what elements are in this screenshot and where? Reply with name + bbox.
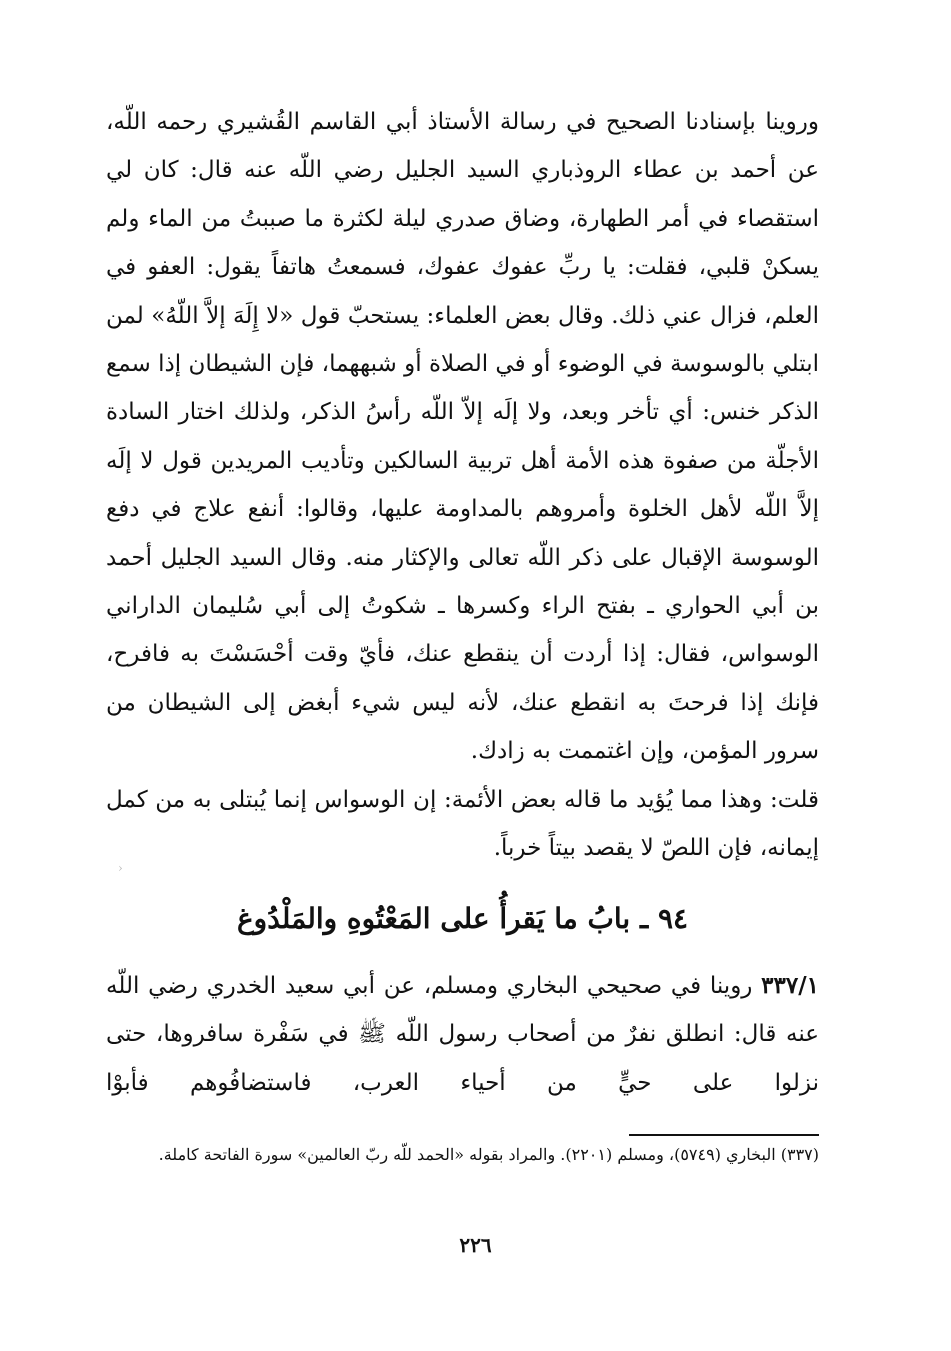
page-number: ٢٢٦ (459, 1233, 492, 1257)
footnote: (٣٣٧) البخاري (٥٧٤٩)، ومسلم (٢٢٠١). والمراد بقوله «الحمد للّه ربّ العالمين» سورة الفاتحة كاملة. (158, 1145, 819, 1164)
body-text (106, 98, 819, 873)
stray-mark: › (118, 861, 123, 875)
hadith-text: روينا في صحيحي البخاري ومسلم، عن أبي سعيد الخدري رضي اللّه عنه قال: انطلق نفرٌ من أصحاب رسول اللّه ﷺ في سَفْرة سافروها، حتى نزلوا على حيٍّ من أحياء العرب، فاستضافُوهم فأبوْا (106, 973, 819, 1096)
hadith-paragraph (106, 962, 819, 1107)
paragraph-qushayri: وروينا بإسنادنا الصحيح في رسالة الأستاذ أبي القاسم القُشيري رحمه اللّه، عن أحمد بن عطاء الروذباري السيد الجليل رضي اللّه عنه قال: كان لي استقصاء في أمر الطهارة، وضاق صدري ليلة لكثرة ما صببتُ من الماء ولم يسكنْ قلبي، فقلت: يا ربِّ عفوك عفوك، فسمعتُ هاتفاً يقول: العفو في العلم، فزال عني ذلك. وقال بعض العلماء: يستحبّ قول «لا إِلَهَ إلاَّ اللّهُ» لمن ابتلي بالوسوسة في الوضوء أو في الصلاة أو شبههما، فإن الشيطان إذا سمع الذكر خنس: أي تأخر وبعد، ولا إلَه إلاّ اللّه رأسُ الذكر، ولذلك اختار السادة الأجلّة من صفوة هذه الأمة أهل تربية السالكين وتأديب المريدين قول لا إلَه إلاَّ اللّه لأهل الخلوة وأمروهم بالمداومة عليها، وقالوا: أنفع علاج في دفع الوسوسة الإقبال على ذكر اللّه تعالى والإكثار منه. وقال السيد الجليل أحمد بن أبي الحواري ـ بفتح الراء وكسرها ـ شكوتُ إلى أبي سُليمان الداراني الوسواس، فقال: إذا أردت أن ينقطع عنك، فأيّ وقت أحْسَسْتَ به فافرح، فإنك إذا فرحتَ به انقطع عنك، لأنه ليس شيء أبغض إلى الشيطان من سرور المؤمن، وإن اغتممت به زادك. (106, 109, 819, 765)
chapter-heading: ٩٤ ـ بابُ ما يَقرأُ على المَعْتُوهِ والمَلْدُوغ (236, 902, 689, 935)
paragraph-comment: قلت: وهذا مما يُؤيد ما قاله بعض الأئمة: إن الوسواس إنما يُبتلى به من كمل إيمانه، فإن اللصّ لا يقصد بيتاً خرباً. (106, 786, 819, 862)
footnote-divider (629, 1134, 819, 1136)
hadith-number: ٣٣٧/١ (761, 972, 819, 999)
